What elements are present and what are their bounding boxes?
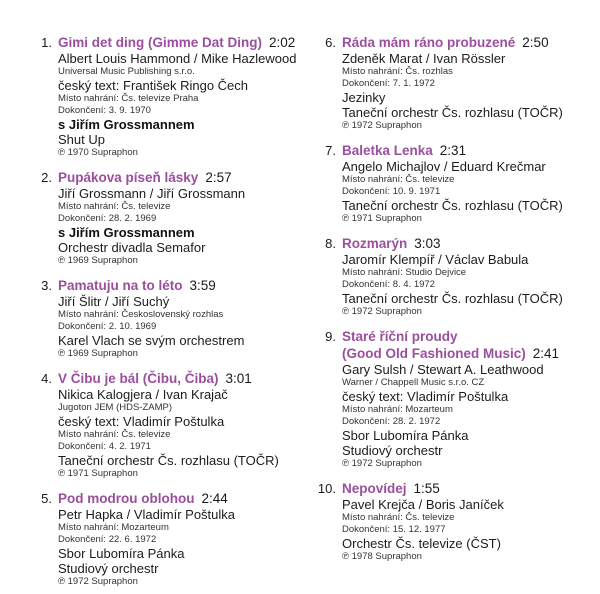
track-title-text: Pupákova píseň lásky xyxy=(58,170,199,185)
track-detail-line: Místo nahrání: Čs. televize xyxy=(58,429,171,440)
track-detail-line: Jugoton JEM (HDS-ZAMP) xyxy=(58,402,173,413)
track-detail-line: Dokončení: 7. 1. 1972 xyxy=(342,78,435,89)
track-title-text: Gimi det ding (Gimme Dat Ding) xyxy=(58,35,263,50)
track-detail-line: Dokončení: 15. 12. 1977 xyxy=(342,524,446,535)
track-detail-line: ℗ 1971 Supraphon xyxy=(58,468,138,479)
track-detail-line: Orchestr Čs. televize (ČST) xyxy=(342,536,501,551)
track-detail-line: Gary Sulsh / Stewart A. Leathwood xyxy=(342,362,544,377)
track-number: 8. xyxy=(325,236,336,251)
track-detail-line: Warner / Chappell Music s.r.o. CZ xyxy=(342,377,485,388)
track-detail-line: ℗ 1972 Supraphon xyxy=(342,458,422,469)
track-detail-line: Jezinky xyxy=(342,90,386,105)
track-detail-line: Dokončení: 28. 2. 1972 xyxy=(342,416,441,427)
track-detail-line: Taneční orchestr Čs. rozhlasu (TOČR) xyxy=(342,105,563,120)
track-detail-line: ℗ 1972 Supraphon xyxy=(58,576,138,587)
track-title-text: (Good Old Fashioned Music) xyxy=(342,346,526,361)
track-details xyxy=(342,480,594,563)
track-duration: 2:31 xyxy=(439,143,467,158)
track-detail-line: ℗ 1972 Supraphon xyxy=(342,306,422,317)
track-detail-line: ℗ 1969 Supraphon xyxy=(58,348,138,359)
track-detail-line: český text: Vladimír Poštulka xyxy=(58,414,225,429)
track-duration: 2:57 xyxy=(205,170,232,185)
track-duration: 2:41 xyxy=(532,346,560,361)
track-detail-line: ℗ 1972 Supraphon xyxy=(342,120,422,131)
track-duration: 3:03 xyxy=(414,236,441,251)
track-details xyxy=(342,235,594,318)
track-detail-line: Albert Louis Hammond / Mike Hazlewood xyxy=(58,51,297,66)
track-detail-line: s Jiřím Grossmannem xyxy=(58,117,195,132)
track-title-text: V Čibu je bál (Čibu, Čiba) xyxy=(58,371,219,386)
track-title xyxy=(342,328,594,345)
track-detail-line: Jiří Šlitr / Jiří Suchý xyxy=(58,294,170,309)
track-detail-line: Universal Music Publishing s.r.o. xyxy=(58,66,195,77)
track-detail-line: Karel Vlach se svým orchestrem xyxy=(58,333,245,348)
track-number: 6. xyxy=(325,35,336,50)
track-item xyxy=(314,142,594,225)
track-item xyxy=(30,277,314,360)
track-duration: 2:44 xyxy=(201,491,228,506)
track-item xyxy=(30,490,314,588)
track-title-block xyxy=(342,34,594,51)
track-detail-line: Jaromír Klempíř / Václav Babula xyxy=(342,252,529,267)
track-detail-line: Dokončení: 22. 6. 1972 xyxy=(58,534,157,545)
track-detail-line: Místo nahrání: Mozarteum xyxy=(58,522,169,533)
track-detail-line: Pavel Krejča / Boris Janíček xyxy=(342,497,504,512)
track-title xyxy=(58,490,314,507)
track-detail-line: Taneční orchestr Čs. rozhlasu (TOČR) xyxy=(342,198,563,213)
track-title-block xyxy=(58,277,314,294)
track-list-column-left xyxy=(30,34,314,594)
track-detail-line: Místo nahrání: Čs. rozhlas xyxy=(342,66,453,77)
track-detail-line: ℗ 1970 Supraphon xyxy=(58,147,138,158)
track-item xyxy=(30,34,314,159)
track-detail-line: Místo nahrání: Čs. televize xyxy=(342,174,455,185)
track-details xyxy=(58,34,314,159)
track-title xyxy=(342,345,594,362)
track-duration: 3:59 xyxy=(189,278,216,293)
track-detail-line: Taneční orchestr Čs. rozhlasu (TOČR) xyxy=(58,453,279,468)
track-detail-line: Dokončení: 2. 10. 1969 xyxy=(58,321,157,332)
track-title xyxy=(342,480,594,497)
track-detail-line: Místo nahrání: Čs. televize xyxy=(58,201,171,212)
track-detail-line: ℗ 1971 Supraphon xyxy=(342,213,422,224)
track-item xyxy=(314,328,594,470)
track-detail-line: Shut Up xyxy=(58,132,105,147)
track-title-block xyxy=(342,142,594,159)
track-detail-line: s Jiřím Grossmannem xyxy=(58,225,195,240)
track-duration: 2:02 xyxy=(269,35,296,50)
track-detail-line: Studiový orchestr xyxy=(58,561,159,576)
track-title-block xyxy=(342,480,594,497)
track-detail-line: Dokončení: 4. 2. 1971 xyxy=(58,441,151,452)
track-detail-line: Orchestr divadla Semafor xyxy=(58,240,206,255)
track-detail-line: Taneční orchestr Čs. rozhlasu (TOČR) xyxy=(342,291,563,306)
track-detail-line: ℗ 1969 Supraphon xyxy=(58,255,138,266)
track-details xyxy=(342,34,594,132)
track-details xyxy=(58,169,314,267)
track-detail-line: Místo nahrání: Čs. televize Praha xyxy=(58,93,199,104)
track-title xyxy=(342,235,594,252)
track-title-text: Pod modrou oblohou xyxy=(58,491,195,506)
track-title-text: Rozmarýn xyxy=(342,236,408,251)
track-number: 4. xyxy=(41,371,52,386)
track-title-block xyxy=(58,169,314,186)
track-detail-line: Jiří Grossmann / Jiří Grossmann xyxy=(58,186,246,201)
track-title-block xyxy=(58,34,314,51)
track-detail-line: český text: Vladimír Poštulka xyxy=(342,389,509,404)
track-duration: 1:55 xyxy=(413,481,440,496)
track-detail-line: Sbor Lubomíra Pánka xyxy=(58,546,185,561)
track-number: 2. xyxy=(41,170,52,185)
track-detail-line: Dokončení: 28. 2. 1969 xyxy=(58,213,157,224)
track-detail-line: ℗ 1978 Supraphon xyxy=(342,551,422,562)
track-detail-line: Dokončení: 8. 4. 1972 xyxy=(342,279,435,290)
track-details xyxy=(58,370,314,480)
track-title-text: Baletka Lenka xyxy=(342,143,433,158)
track-item xyxy=(314,480,594,563)
track-title xyxy=(58,34,314,51)
track-detail-line: Dokončení: 10. 9. 1971 xyxy=(342,186,441,197)
track-item xyxy=(30,169,314,267)
track-number: 10. xyxy=(317,481,336,496)
track-title-block xyxy=(58,370,314,387)
track-detail-line: Nikica Kalogjera / Ivan Krajač xyxy=(58,387,228,402)
track-detail-line: Dokončení: 3. 9. 1970 xyxy=(58,105,151,116)
track-detail-line: Angelo Michajlov / Eduard Krečmar xyxy=(342,159,546,174)
track-number: 5. xyxy=(41,491,52,506)
track-detail-line: Místo nahrání: Mozarteum xyxy=(342,404,453,415)
track-detail-line: český text: František Ringo Čech xyxy=(58,78,249,93)
track-detail-line: Studiový orchestr xyxy=(342,443,443,458)
track-title xyxy=(58,370,314,387)
track-details xyxy=(342,142,594,225)
track-title-block xyxy=(342,235,594,252)
track-title xyxy=(58,169,314,186)
track-title-text: Nepovídej xyxy=(342,481,407,496)
track-detail-line: Místo nahrání: Čs. televize xyxy=(342,512,455,523)
track-title xyxy=(58,277,314,294)
track-title-text: Ráda mám ráno probuzené xyxy=(342,35,516,50)
track-number: 1. xyxy=(41,35,52,50)
track-detail-line: Místo nahrání: Studio Dejvice xyxy=(342,267,467,278)
track-details xyxy=(342,328,594,470)
track-number: 7. xyxy=(325,143,336,158)
track-duration: 2:50 xyxy=(522,35,549,50)
track-number: 3. xyxy=(41,278,52,293)
track-item xyxy=(314,34,594,132)
track-title-text: Staré říční proudy xyxy=(342,329,458,344)
track-title-block xyxy=(342,328,594,362)
track-detail-line: Sbor Lubomíra Pánka xyxy=(342,428,469,443)
track-number: 9. xyxy=(325,329,336,344)
track-title-text: Pamatuju na to léto xyxy=(58,278,183,293)
track-title xyxy=(342,34,594,51)
track-detail-line: Místo nahrání: Československý rozhlas xyxy=(58,309,224,320)
track-details xyxy=(58,490,314,588)
track-item xyxy=(314,235,594,318)
track-detail-line: Petr Hapka / Vladimír Poštulka xyxy=(58,507,236,522)
track-list-column-right xyxy=(314,34,594,594)
track-detail-line: Zdeněk Marat / Ivan Rössler xyxy=(342,51,506,66)
track-item xyxy=(30,370,314,480)
track-duration: 3:01 xyxy=(225,371,252,386)
track-title-block xyxy=(58,490,314,507)
track-title xyxy=(342,142,594,159)
track-details xyxy=(58,277,314,360)
